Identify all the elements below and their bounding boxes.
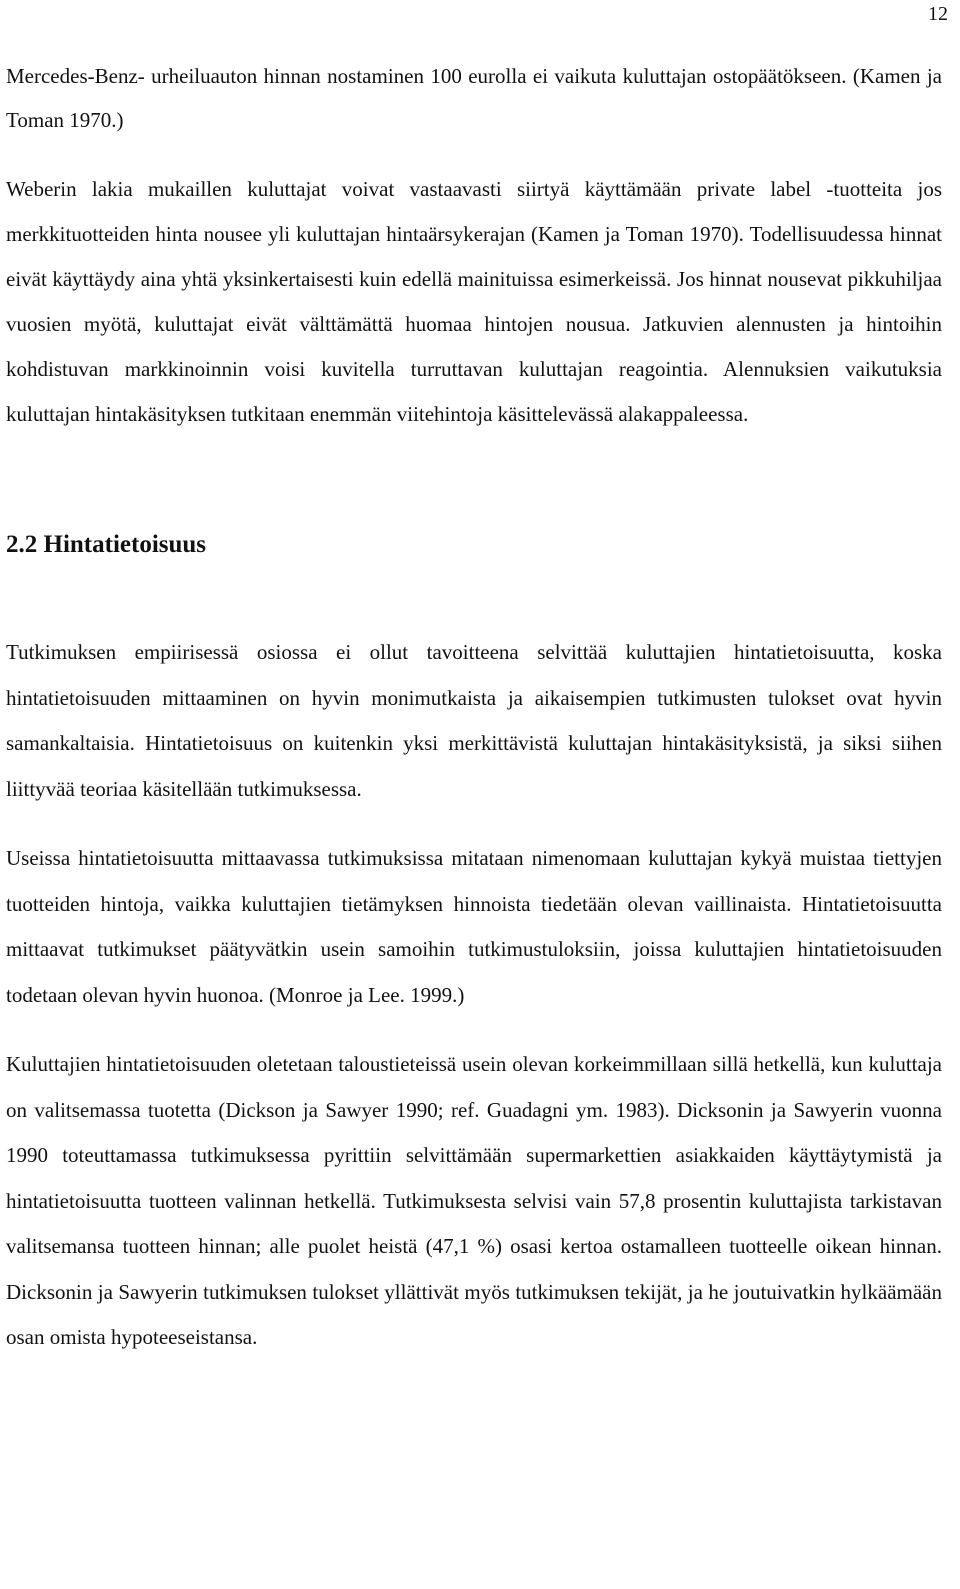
page-number: 12 [928,3,948,25]
paragraph-price-awareness-intro: Tutkimuksen empiirisessä osiossa ei ollut tavoitteena selvittää kuluttajien hintatietoisuutta, koska hintatietoisuuden mittaaminen on hyvin monimutkaista ja aikaisempien tutkimusten tulokset ovat hyvin samankaltaisia. Hintatietoisuus on kuitenkin yksi merkittävistä kuluttajan hintakäsityksistä, ja siksi siihen liittyvää teoriaa käsitellään tutkimuksessa. [6,640,942,801]
paragraph-dickson-sawyer: Kuluttajien hintatietoisuuden oletetaan taloustieteissä usein olevan korkeimmillaan sillä hetkellä, kun kuluttaja on valitsemassa tuotetta (Dickson ja Sawyer 1990; ref. Guadagni ym. 1983). Dicksonin ja Sawyerin vuonna 1990 toteuttamassa tutkimuksessa pyrittiin selvittämään supermarkettien asiakkaiden käyttäytymistä ja hintatietoisuutta tuotteen valinnan hetkellä. Tutkimuksesta selvisi vain 57,8 prosentin kuluttajista tarkistavan valitsemansa tuotteen hinnan; alle puolet heistä (47,1 %) osasi kertoa ostamalleen tuotteelle oikean hinnan. Dicksonin ja Sawyerin tutkimuksen tulokset yllättivät myös tutkimuksen tekijät, ja he joutuivatkin hylkäämään osan omista hypoteeseistansa. [6,1052,942,1349]
section-heading: 2.2 Hintatietoisuus [6,531,207,558]
paragraph-price-awareness-measurement: Useissa hintatietoisuutta mittaavassa tutkimuksissa mitataan nimenomaan kuluttajan kykyä muistaa tiettyjen tuotteiden hintoja, vaikka kuluttajien tietämyksen hinnoista tiedetään olevan vaillinaista. Hintatietoisuutta mittaavat tutkimukset päätyvätkin usein samoihin tutkimustuloksiin, joissa kuluttajien hintatietoisuuden todetaan olevan hyvin huonoa. (Monroe ja Lee. 1999.) [6,846,942,1007]
document-body [6,54,942,1361]
paragraph-intro: Mercedes-Benz- urheiluauton hinnan nostaminen 100 eurolla ei vaikuta kuluttajan ostopäätökseen. (Kamen ja Toman 1970.) [6,64,942,132]
paragraph-weber-law: Weberin lakia mukaillen kuluttajat voivat vastaavasti siirtyä käyttämään private label -tuotteita jos merkkituotteiden hinta nousee yli kuluttajan hintaärsykerajan (Kamen ja Toman 1970). Todellisuudessa hinnat eivät käyttäydy aina yhtä yksinkertaisesti kuin edellä mainituissa esimerkeissä. Jos hinnat nousevat pikkuhiljaa vuosien myötä, kuluttajat eivät välttämättä huomaa hintojen nousua. Jatkuvien alennusten ja hintoihin kohdistuvan markkinoinnin voisi kuvitella turruttavan kuluttajan reagointia. Alennuksien vaikutuksia kuluttajan hintakäsityksen tutkitaan enemmän viitehintoja käsittelevässä alakappaleessa. [6,177,942,426]
